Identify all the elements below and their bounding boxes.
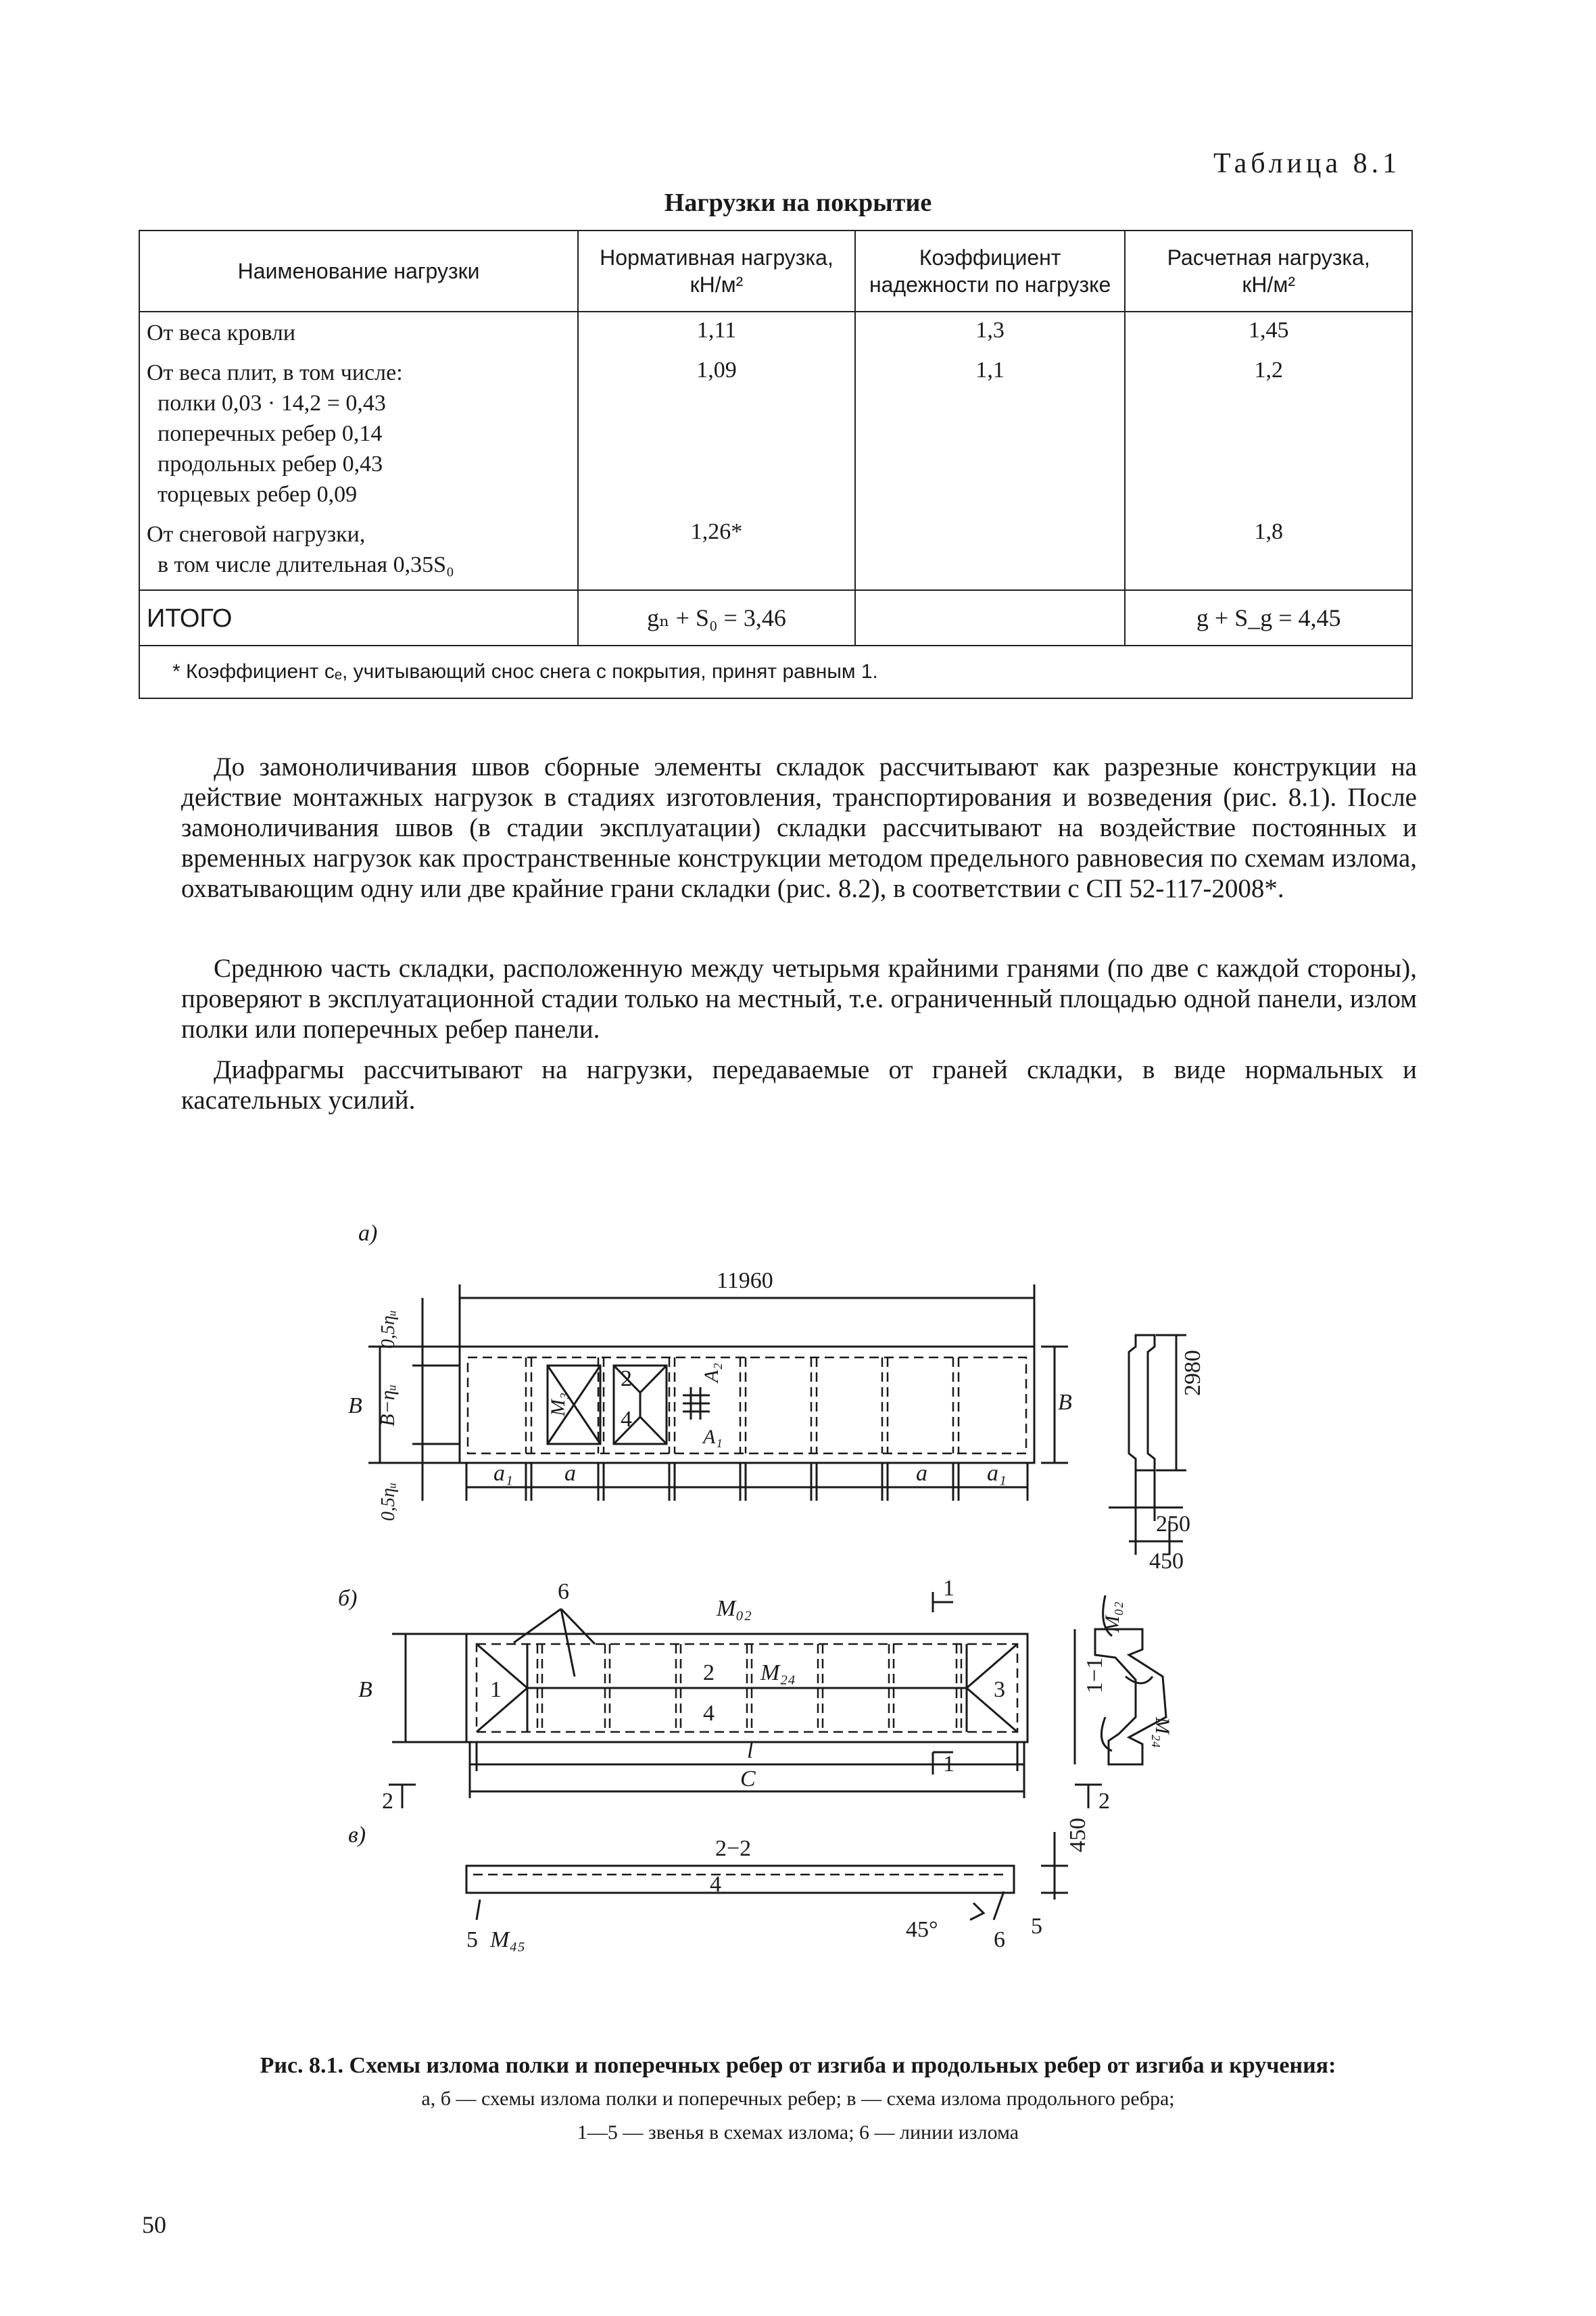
label-C: C (740, 1766, 756, 1791)
label-section-2-left: 2 (382, 1789, 393, 1814)
row-coefficient: 1,1 (855, 352, 1126, 514)
table-title: Нагрузки на покрытие (664, 189, 932, 217)
label-section-1-1: 1−1 (1082, 1657, 1107, 1693)
label-six-c: 6 (994, 1927, 1005, 1952)
table-total-row (139, 590, 1412, 646)
table-label: Таблица 8.1 (1213, 148, 1401, 179)
label-six: 6 (558, 1579, 569, 1604)
label-M45: M₄₅ (490, 1927, 525, 1952)
row-name: От веса плит, в том числе: полки 0,03 · 14,2 = 0,43 поперечных ребер 0,14 продольных ребер 0,43 торцевых ребер 0,09 (139, 352, 578, 514)
label-A1: A₁ (703, 1426, 723, 1448)
row-name: От снеговой нагрузки, в том числе длительная 0,35S₀ (139, 514, 578, 590)
label-B-b: B (358, 1677, 372, 1702)
row-coefficient: 1,3 (855, 312, 1126, 352)
row-coefficient (855, 514, 1126, 590)
total-design: g + S_g = 4,45 (1125, 590, 1412, 646)
label-M3: M₃ (547, 1392, 569, 1416)
row-normative: 1,09 (578, 352, 855, 514)
paragraph: Среднюю часть складки, расположенную между четырьмя крайними гранями (по две с каждой стороны), проверяют в эксплуатационной стадии только на местный, т.е. ограниченный площадью одной панели, излом полки или поперечных ребер панели. (181, 954, 1417, 1044)
label-B-a-right: B (1058, 1390, 1072, 1415)
paragraph: До замоноличивания швов сборные элементы складок рассчитывают как разрезные конструкции на действие монтажных нагрузок в стадиях изготовления, транспортирования и возведения (рис. 8.1). После замоноличивания швов (в стадии эксплуатации) складки рассчитывают на воздействие постоянных и временных нагрузок как пространственные конструкции методом предельного равновесия по схемам излома, охватывающим одну или две крайние грани складки (рис. 8.2), в соответствии с СП 52-117-2008*. (181, 752, 1417, 903)
label-depth: 450 (1149, 1549, 1184, 1574)
label-M24-section: M₂₄ (1151, 1717, 1174, 1748)
label-a-left: a (564, 1461, 576, 1486)
header-design: Расчетная нагрузка, кН/м² (1125, 231, 1412, 312)
label-M24: M₂₄ (760, 1660, 796, 1685)
label-width: 2980 (1180, 1350, 1205, 1396)
row-normative: 1,11 (578, 312, 855, 352)
row-name: От веса кровли (139, 312, 578, 352)
label-part-c: в) (348, 1823, 366, 1848)
label-angle: 45° (906, 1917, 938, 1942)
label-half-eta-top: 0,5ηᵤ (378, 1309, 399, 1349)
label-M02: M₀₂ (717, 1596, 752, 1621)
label-part-a: а) (358, 1221, 378, 1246)
label-a-right: a (916, 1461, 927, 1486)
label-panel-4: 4 (621, 1407, 632, 1432)
figure-caption-line3: 1—5 — звенья в схемах излома; 6 — линии излома (577, 2121, 1019, 2144)
table-footnote-row (139, 646, 1412, 698)
label-part-b: б) (338, 1586, 358, 1611)
label-B-eta: B−ηᵤ (377, 1384, 399, 1426)
header-name: Наименование нагрузки (139, 231, 578, 312)
figure-caption-title: Рис. 8.1. Схемы излома полки и поперечных ребер от изгиба и продольных ребер от изгиба и кручения: (260, 2053, 1336, 2078)
label-link-3: 3 (994, 1677, 1005, 1702)
header-coefficient: Коэффициент надежности по нагрузке (855, 231, 1126, 312)
row-design: 1,8 (1125, 514, 1412, 590)
longitudinal-rib (466, 1866, 1014, 1893)
label-B-a: B (348, 1393, 362, 1418)
header-normative: Нормативная нагрузка, кН/м² (578, 231, 855, 312)
label-link-4-c: 4 (710, 1872, 721, 1897)
page-number: 50 (142, 2211, 166, 2238)
label-length: 11960 (717, 1268, 773, 1293)
table-footnote: * Коэффициент cₑ, учитывающий снос снега с покрытия, принят равным 1. (139, 646, 1412, 698)
figure-8-1 (297, 1203, 1205, 1994)
label-link-2: 2 (703, 1660, 715, 1685)
table-row (139, 352, 1412, 514)
label-a1-left: a₁ (493, 1461, 513, 1486)
label-l: l (747, 1738, 754, 1763)
label-depth-c: 450 (1065, 1818, 1090, 1852)
panel-a-outline (460, 1347, 1034, 1463)
label-link-1: 1 (490, 1677, 502, 1702)
paragraph: Диафрагмы рассчитывают на нагрузки, передаваемые от граней складки, в виде нормальных и касательных усилий. (181, 1055, 1417, 1115)
label-M02-section: M₀₂ (1101, 1601, 1123, 1633)
label-half-eta-bottom: 0,5ηᵤ (378, 1482, 399, 1521)
table-row (139, 312, 1412, 352)
label-section-2-right: 2 (1098, 1789, 1110, 1814)
row-normative: 1,26* (578, 514, 855, 590)
label-rib: 250 (1156, 1512, 1190, 1537)
label-A2: A₂ (700, 1363, 723, 1382)
label-link-5-right: 5 (1031, 1914, 1042, 1939)
label-section-1-top: 1 (943, 1576, 954, 1601)
row-design: 1,45 (1125, 312, 1412, 352)
label-link-4: 4 (703, 1701, 715, 1726)
total-name: ИТОГО (139, 590, 578, 646)
total-coefficient (855, 590, 1126, 646)
label-a1-right: a₁ (987, 1461, 1007, 1486)
label-section-2-2: 2−2 (715, 1836, 752, 1861)
label-link-5-left: 5 (466, 1927, 478, 1952)
table-row (139, 514, 1412, 590)
total-normative: gₙ + S₀ = 3,46 (578, 590, 855, 646)
row-design: 1,2 (1125, 352, 1412, 514)
label-section-1-bottom: 1 (943, 1752, 954, 1777)
loads-table (139, 230, 1413, 699)
table-header-row (139, 231, 1412, 312)
figure-caption-line2: а, б — схемы излома полки и поперечных ребер; в — схема излома продольного ребра; (421, 2088, 1175, 2110)
label-panel-2: 2 (621, 1366, 632, 1391)
